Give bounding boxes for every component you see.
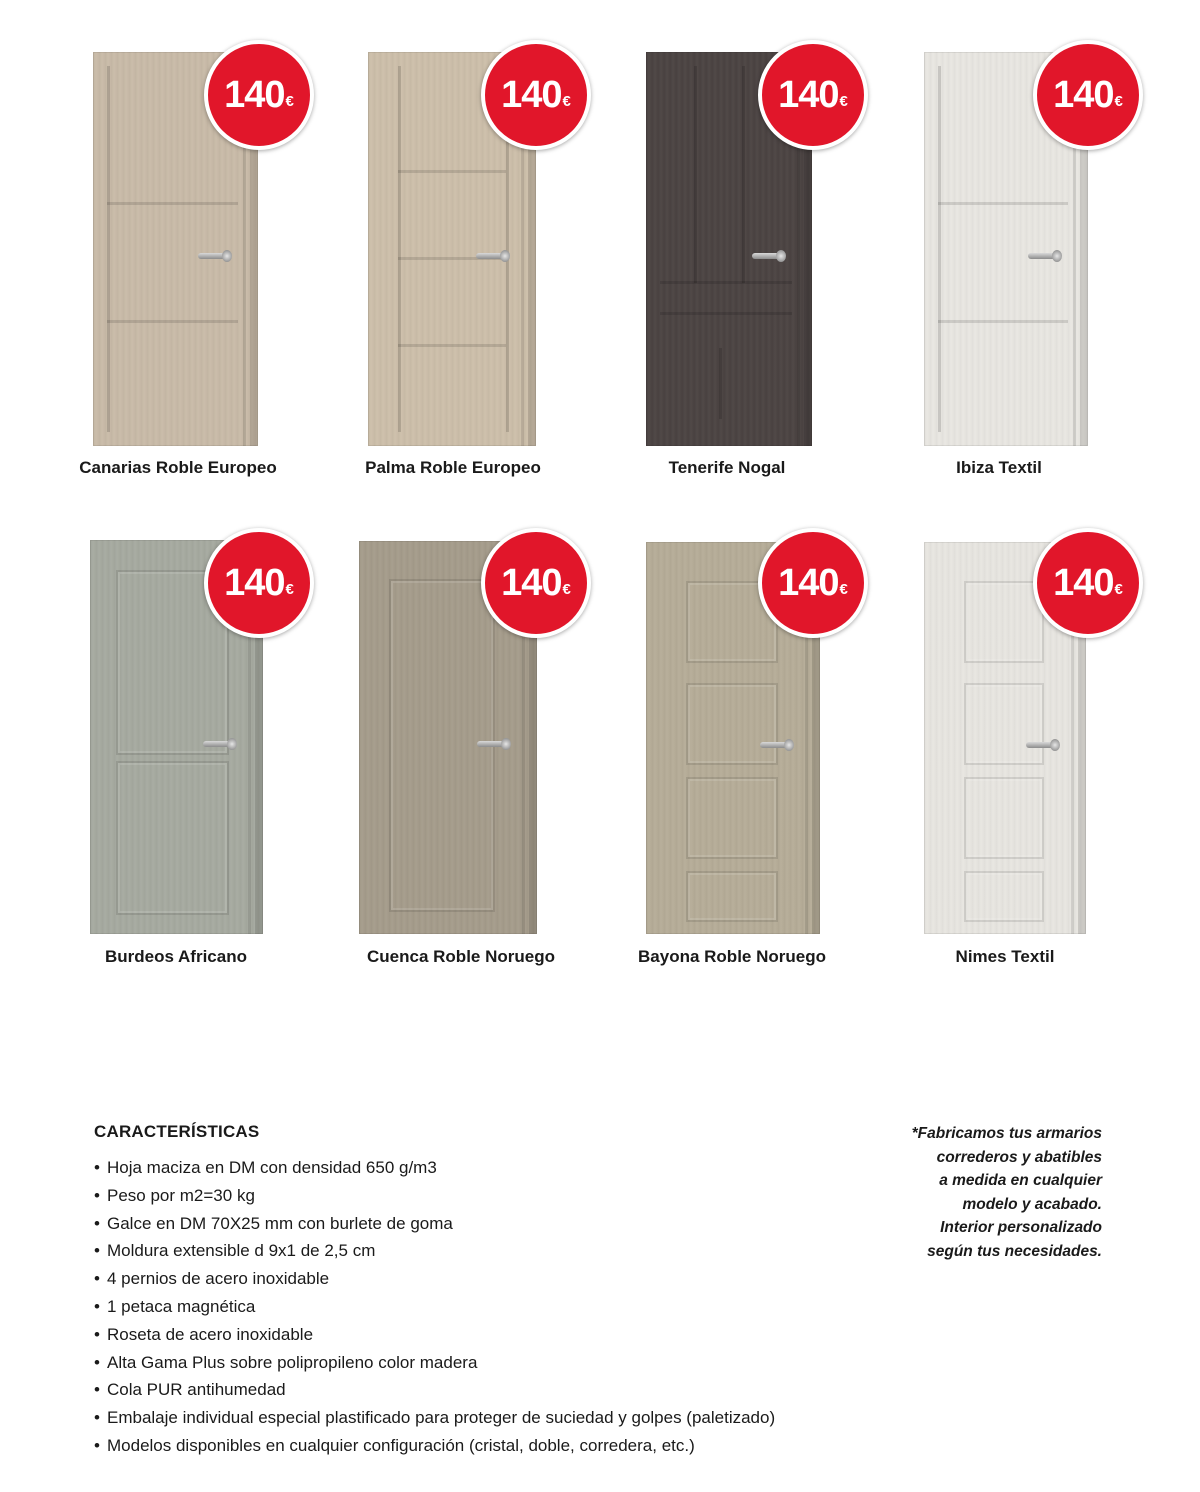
- bullet: •: [94, 1408, 100, 1428]
- door-rail: [938, 320, 1068, 323]
- door-card: [68, 40, 328, 480]
- price-badge: [758, 40, 868, 150]
- feature-item: [94, 1237, 854, 1265]
- currency-symbol: €: [285, 580, 294, 598]
- price-badge: [204, 40, 314, 150]
- door-panel: [964, 581, 1044, 663]
- price-amount: 140: [501, 73, 562, 116]
- bullet: •: [94, 1352, 100, 1372]
- price-amount: 140: [778, 561, 839, 604]
- door-name: Cuenca Roble Noruego: [367, 947, 555, 966]
- door-rail: [660, 312, 792, 315]
- bullet: •: [94, 1213, 100, 1233]
- note-line: correderos y abatibles: [936, 1148, 1102, 1166]
- price-badge: [1033, 40, 1143, 150]
- note-line: modelo y acabado.: [962, 1195, 1102, 1213]
- door-handle-icon: [1028, 253, 1058, 259]
- feature-item: [94, 1432, 854, 1460]
- door-groove: [719, 348, 722, 419]
- feature-item: [94, 1376, 854, 1404]
- features-title: CARACTERÍSTICAS: [94, 1122, 260, 1141]
- door-rail: [107, 320, 238, 323]
- door-name: Bayona Roble Noruego: [638, 947, 826, 966]
- door-stile: [107, 66, 110, 432]
- feature-text: Modelos disponibles en cualquier configuración (cristal, doble, corredera, etc.): [107, 1435, 695, 1455]
- custom-wardrobes-note: [880, 1122, 1102, 1264]
- price-amount: 140: [1053, 73, 1114, 116]
- currency-symbol: €: [839, 92, 848, 110]
- note-line: Interior personalizado: [940, 1219, 1102, 1237]
- currency-symbol: €: [1114, 580, 1123, 598]
- price-amount: 140: [224, 561, 285, 604]
- feature-item: [94, 1210, 854, 1238]
- door-panel: [964, 777, 1044, 859]
- price-amount: 140: [224, 73, 285, 116]
- door-rail: [938, 202, 1068, 205]
- bullet: •: [94, 1435, 100, 1455]
- bullet: •: [94, 1380, 100, 1400]
- feature-text: Peso por m2=30 kg: [107, 1185, 255, 1205]
- door-name: Nimes Textil: [955, 947, 1055, 966]
- price-badge: [758, 528, 868, 638]
- price-amount: 140: [1053, 561, 1114, 604]
- bullet: •: [94, 1324, 100, 1344]
- feature-text: 1 petaca magnética: [107, 1296, 256, 1316]
- door-rail: [398, 344, 506, 347]
- feature-text: Roseta de acero inoxidable: [107, 1324, 314, 1344]
- bullet: •: [94, 1296, 100, 1316]
- bullet: •: [94, 1185, 100, 1205]
- feature-text: Alta Gama Plus sobre polipropileno color madera: [107, 1352, 478, 1372]
- door-panel: [686, 871, 778, 922]
- door-card: [622, 528, 882, 968]
- door-panel: [686, 683, 778, 765]
- door-rail: [107, 202, 238, 205]
- door-card: [900, 528, 1160, 968]
- price-amount: 140: [778, 73, 839, 116]
- door-name: Canarias Roble Europeo: [79, 458, 277, 477]
- feature-text: 4 pernios de acero inoxidable: [107, 1269, 330, 1289]
- door-stile: [398, 66, 401, 432]
- feature-text: Galce en DM 70X25 mm con burlete de goma: [107, 1213, 453, 1233]
- bullet: •: [94, 1269, 100, 1289]
- feature-text: Embalaje individual especial plastificado para proteger de suciedad y golpes (paletizado): [107, 1408, 776, 1428]
- bullet: •: [94, 1241, 100, 1261]
- door-card: [622, 40, 882, 480]
- price-badge: [481, 528, 591, 638]
- features-list: [94, 1154, 854, 1460]
- price-amount: 140: [501, 561, 562, 604]
- note-line: según tus necesidades.: [927, 1242, 1102, 1260]
- door-name: Ibiza Textil: [956, 458, 1042, 477]
- bullet: •: [94, 1158, 100, 1177]
- door-groove: [742, 66, 745, 283]
- price-badge: [204, 528, 314, 638]
- door-card: [900, 40, 1160, 480]
- feature-item: [94, 1321, 854, 1349]
- door-panel: [686, 777, 778, 859]
- door-card: [345, 528, 605, 968]
- currency-symbol: €: [562, 580, 571, 598]
- price-badge: [1033, 528, 1143, 638]
- door-handle-icon: [476, 253, 506, 259]
- door-name: Tenerife Nogal: [668, 458, 786, 477]
- feature-item: [94, 1349, 854, 1377]
- feature-item: [94, 1404, 854, 1432]
- feature-text: Hoja maciza en DM con densidad 650 g/m3: [107, 1158, 437, 1177]
- door-handle-icon: [1026, 742, 1056, 748]
- feature-item: [94, 1182, 854, 1210]
- door-stile: [938, 66, 941, 432]
- currency-symbol: €: [1114, 92, 1123, 110]
- door-name: Palma Roble Europeo: [365, 458, 541, 477]
- door-handle-icon: [203, 741, 233, 747]
- price-badge: [481, 40, 591, 150]
- currency-symbol: €: [839, 580, 848, 598]
- feature-item: [94, 1154, 854, 1182]
- door-handle-icon: [752, 253, 782, 259]
- door-rail: [660, 281, 792, 284]
- door-handle-icon: [477, 741, 507, 747]
- features-section: [94, 1122, 854, 1460]
- door-panel: [964, 871, 1044, 922]
- door-groove: [694, 66, 697, 283]
- feature-item: [94, 1293, 854, 1321]
- note-line: a medida en cualquier: [939, 1172, 1102, 1190]
- note-line: *Fabricamos tus armarios: [911, 1125, 1102, 1142]
- door-handle-icon: [198, 253, 228, 259]
- door-card: [345, 40, 605, 480]
- door-card: [68, 528, 328, 968]
- feature-text: Cola PUR antihumedad: [107, 1380, 286, 1400]
- door-panel: [116, 761, 229, 915]
- feature-item: [94, 1265, 854, 1293]
- door-handle-icon: [760, 742, 790, 748]
- door-name: Burdeos Africano: [104, 947, 247, 966]
- currency-symbol: €: [562, 92, 571, 110]
- door-rail: [398, 170, 506, 173]
- feature-text: Moldura extensible d 9x1 de 2,5 cm: [107, 1241, 376, 1261]
- currency-symbol: €: [285, 92, 294, 110]
- door-panel: [964, 683, 1044, 765]
